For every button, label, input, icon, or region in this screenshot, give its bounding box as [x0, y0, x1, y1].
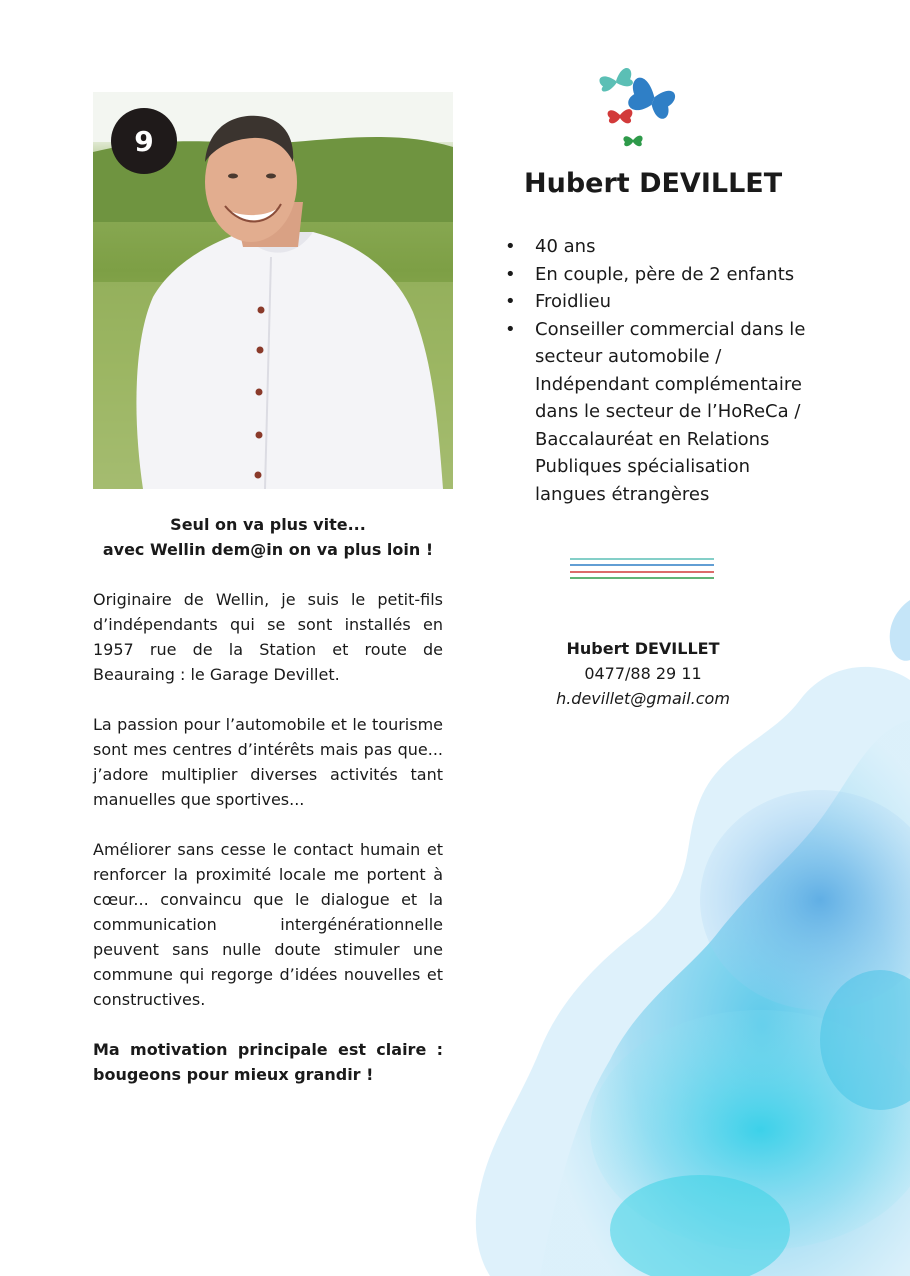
- contact-email[interactable]: h.devillet@gmail.com: [556, 689, 730, 708]
- bio-paragraph-3: Améliorer sans cesse le contact humain et renforcer la proximité locale me portent à cœur... convaincu que le dialogue et la communication intergénérationnelle peuvent sans nulle doute stimuler une commune qui regorge d’idées nouvelles et constructives.: [93, 840, 443, 1009]
- candidate-number-badge: [111, 108, 177, 174]
- candidate-number: 9: [134, 124, 154, 158]
- fact-village: • Froidlieu: [505, 288, 815, 316]
- bio-paragraph-2: La passion pour l’automobile et le tourisme sont mes centres d’intérêts mais pas que... j’adore multiplier diverses activités tant manuelles que sportives...: [93, 715, 443, 809]
- candidate-name: Hubert DEVILLET: [524, 168, 783, 199]
- contact-name: Hubert DEVILLET: [566, 639, 720, 658]
- contact-phone[interactable]: 0477/88 29 11: [584, 664, 702, 683]
- tagline-line-1: Seul on va plus vite...: [170, 515, 366, 534]
- fact-family: • En couple, père de 2 enfants: [505, 261, 815, 289]
- decorative-color-lines: [570, 556, 716, 582]
- contact-block: [543, 636, 743, 711]
- fact-age: • 40 ans: [505, 233, 815, 261]
- candidate-facts-list: [505, 233, 815, 508]
- tagline: [93, 512, 443, 562]
- fact-profession: • Conseiller commercial dans le secteur automobile / Indépendant complémentaire dans le secteur de l’HoReCa / Baccalauréat en Relations Publiques spécialisation langues étrangères: [505, 316, 815, 509]
- tagline-line-2: avec Wellin dem@in on va plus loin !: [102, 540, 434, 559]
- motivation-statement: Ma motivation principale est claire : bougeons pour mieux grandir !: [93, 1040, 443, 1084]
- bio-paragraph-1: Originaire de Wellin, je suis le petit-fils d’indépendants qui se sont installés en 1957 rue de la Station et route de Beauraing : le Garage Devillet.: [93, 590, 443, 684]
- butterflies-logo-icon: [598, 64, 688, 154]
